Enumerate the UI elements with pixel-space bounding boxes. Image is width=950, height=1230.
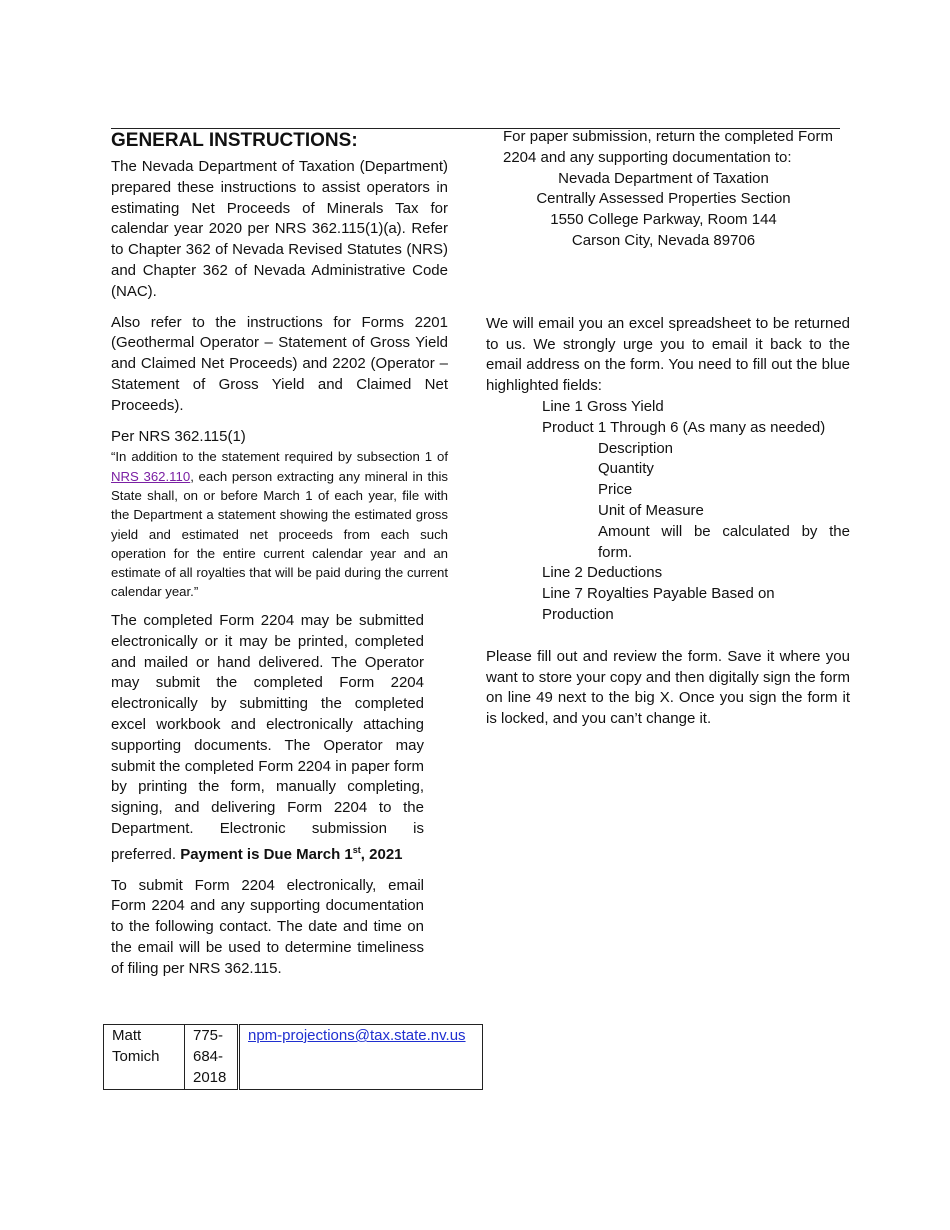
contact-row [104,1025,483,1090]
section-heading: GENERAL INSTRUCTIONS: [111,130,358,151]
contact-table [103,1024,483,1090]
payment-due-sup: st [352,844,361,855]
address-line-4: Carson City, Nevada 89706 [571,231,756,249]
contact-phone: 775-684-2018 [185,1025,239,1090]
contact-email-cell [239,1025,483,1090]
quote-open: “In addition to the statement required by subsection 1 of [111,449,448,465]
left-column-bottom [111,611,424,980]
forms-reference-paragraph: Also refer to the instructions for Forms 2201 (Geothermal Operator – Statement of Gross Yield and Claimed Net Proceeds) and 2202 (Operator – Statement of Gross Yield and Claimed Net Proceeds). [111,313,448,414]
left-column-top [111,129,448,602]
payment-due-text: Payment is Due March 1 [180,845,353,863]
sub-item-amount: Amount will be calculated by the form. [598,522,850,561]
electronic-submission-paragraph: To submit Form 2204 electronically, email Form 2204 and any supporting documentation to the following contact. The date and time on the email will be used to determine timeliness of filing per NRS 362.115. [111,876,424,977]
fill-review-paragraph: Please fill out and review the form. Save it where you want to store your copy and then digitally sign the form on line 49 next to the big X. Once you sign the form it is locked, and you can’t change it. [486,647,850,728]
sub-item-description: Description [598,439,674,457]
line-2-item: Line 2 Deductions [542,564,663,582]
submission-paragraph [111,611,424,866]
mailing-address [486,169,841,252]
statute-quote [111,447,448,601]
paper-submission-paragraph: For paper submission, return the completed Form 2204 and any supporting documentation to: [503,128,833,166]
nrs-362-110-link[interactable]: NRS 362.110 [111,468,191,484]
quote-close: , each person extracting any mineral in this State shall, on or before March 1 of each year, file with the Department a statement showing the estimated gross yield and estimated net proceeds from each such operation for the entire current calendar year and an estimate of all royalties that will be paid during the current calendar year.” [111,468,448,600]
spreadsheet-paragraph: We will email you an excel spreadsheet to be returned to us. We strongly urge you to email it back to the email address on the form. You need to fill out the blue highlighted fields: [486,314,850,395]
submission-text: The completed Form 2204 may be submitted electronically or it may be printed, completed and mailed or hand delivered. The Operator may submit the completed Form 2204 electronically by submitting the completed excel workbook and electronically attaching supporting documents. The Operator may submit the completed Form 2204 in paper form by printing the form, manually completing, signing, and delivering Form 2204 to the Department. Electronic submission is preferred. [111,612,424,863]
address-line-3: 1550 College Parkway, Room 144 [550,211,777,229]
line-1-item: Line 1 Gross Yield [542,397,664,415]
sub-item-price: Price [598,481,633,499]
address-line-1: Nevada Department of Taxation [558,169,769,187]
contact-name: Matt Tomich [104,1025,185,1090]
product-item: Product 1 Through 6 (As many as needed) [542,418,826,436]
line-7-item: Line 7 Royalties Payable Based on Production [542,585,775,623]
sub-item-unit: Unit of Measure [598,501,704,519]
right-column [486,127,850,730]
contact-email-link[interactable]: npm-projections@tax.state.nv.us [248,1027,466,1044]
sub-item-quantity: Quantity [598,460,654,478]
intro-paragraph: The Nevada Department of Taxation (Department) prepared these instructions to assist operators in estimating Net Proceeds of Minerals Tax for calendar year 2020 per NRS 362.115(1)(a). Refer to Chapter 362 of Nevada Revised Statutes (NRS) and Chapter 362 of Nevada Administrative Code (NAC). [111,158,448,300]
per-nrs-label: Per NRS 362.115(1) [111,427,246,445]
address-line-2: Centrally Assessed Properties Section [536,190,791,208]
payment-due [180,846,402,863]
payment-due-year: , 2021 [360,845,403,863]
